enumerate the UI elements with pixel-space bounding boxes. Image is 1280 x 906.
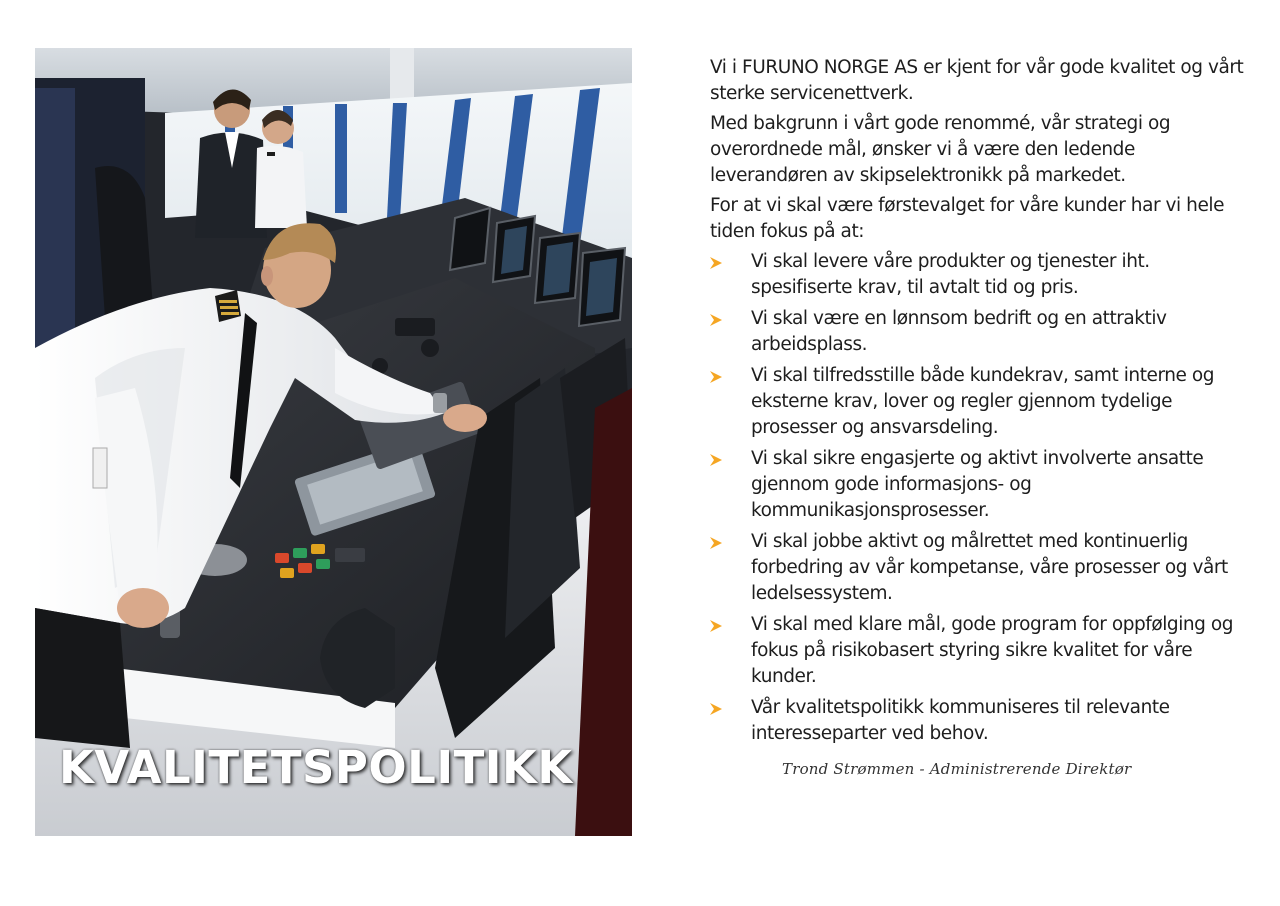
policy-bullet [710, 612, 1250, 690]
bullet-text: Vår kvalitetspolitikk kommuniseres til relevante interesseparter ved behov. [751, 697, 1170, 744]
photo-title: KVALITETSPOLITIKK [59, 741, 573, 794]
policy-bullet [710, 249, 1250, 301]
ship-bridge-illustration [35, 48, 632, 836]
bullet-text: Vi skal være en lønnsom bedrift og en attraktiv arbeidsplass. [751, 308, 1167, 355]
intro-paragraph: Med bakgrunn i vårt gode renommé, vår strategi og overordnede mål, ønsker vi å være den ledende leverandøren av skipselektronikk på markedet. [710, 113, 1171, 186]
orange-arrowhead-icon [710, 703, 722, 715]
intro-paragraph: For at vi skal være førstevalget for våre kunder har vi hele tiden fokus på at: [710, 195, 1224, 242]
orange-arrowhead-icon [710, 454, 722, 466]
orange-arrowhead-icon [710, 371, 722, 383]
policy-bullet [710, 306, 1250, 358]
orange-arrowhead-icon [710, 620, 722, 632]
bullet-text: Vi skal tilfredsstille både kundekrav, samt interne og eksterne krav, lover og regler gjennom tydelige prosesser og ansvarsdeling. [751, 365, 1215, 438]
bridge-photo [35, 48, 632, 836]
intro-paragraph: Vi i FURUNO NORGE AS er kjent for vår gode kvalitet og vårt sterke servicenettverk. [710, 57, 1244, 104]
bullet-text: Vi skal med klare mål, gode program for oppfølging og fokus på risikobasert styring sikre kvalitet for våre kunder. [751, 614, 1234, 687]
orange-arrowhead-icon [710, 314, 722, 326]
policy-bullet [710, 529, 1250, 607]
policy-text [710, 55, 1250, 752]
policy-bullet [710, 446, 1250, 524]
bullet-text: Vi skal levere våre produkter og tjenester iht. spesifiserte krav, til avtalt tid og pris. [751, 251, 1150, 298]
policy-bullet [710, 363, 1250, 441]
bullet-text: Vi skal sikre engasjerte og aktivt involverte ansatte gjennom gode informasjons- og kommunikasjonsprosesser. [751, 448, 1204, 521]
bullet-text: Vi skal jobbe aktivt og målrettet med kontinuerlig forbedring av vår kompetanse, våre prosesser og vårt ledelsessystem. [751, 531, 1228, 604]
orange-arrowhead-icon [710, 257, 722, 269]
policy-bullet-list [710, 249, 1250, 747]
orange-arrowhead-icon [710, 537, 722, 549]
signature: Trond Strømmen - Administrerende Direktør [782, 760, 1132, 778]
policy-bullet [710, 695, 1250, 747]
